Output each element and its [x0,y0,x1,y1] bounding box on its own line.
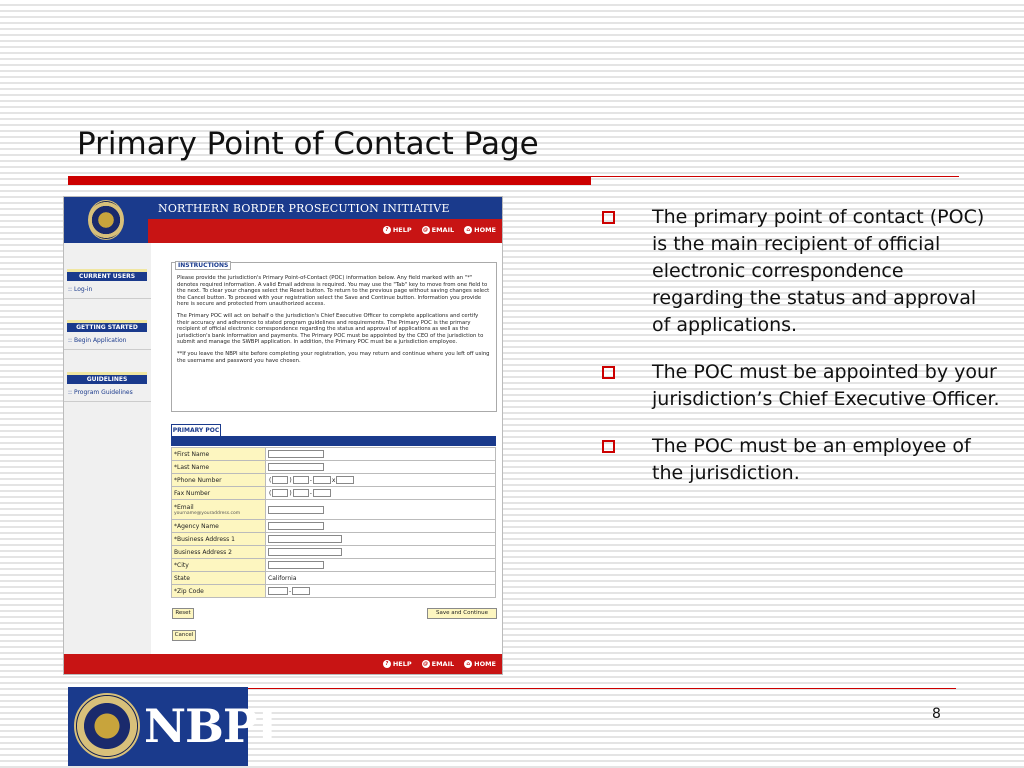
sidebar-item-program-guidelines[interactable]: :: Program Guidelines [68,389,133,396]
fax-prefix-field[interactable] [293,489,309,497]
zip-code-field[interactable] [268,587,288,595]
footer-rule [248,688,956,689]
phone-paren-close: ) [289,476,292,484]
form-row [172,487,496,500]
doj-seal-icon [88,200,124,240]
instructions-box [171,262,497,412]
page-number: 8 [932,706,941,722]
zip-dash: - [289,587,292,595]
slide-title: Primary Point of Contact Page [77,126,539,162]
sidebar-head-current-users: CURRENT USERS [67,269,147,281]
business-address-2-label: Business Address 2 [172,546,266,559]
form-row [172,448,496,461]
bullet-text: The POC must be appointed by your jurisdiction’s Chief Executive Officer. [652,361,1000,410]
logo-text: NBPI [144,699,278,753]
sidebar-head-getting-started: GETTING STARTED [67,320,147,332]
phone-line-field[interactable] [313,476,331,484]
form-row [172,533,496,546]
fax-paren-open: ( [269,489,272,497]
email-hint: yourname@youraddress.com [174,510,241,516]
email-label [172,500,266,520]
form-row [172,546,496,559]
home-link[interactable]: ⌂ HOME [464,226,496,234]
last-name-field[interactable] [268,463,324,471]
instructions-paragraph: **If you leave the NBPI site before completing your registration, you may return and continue where you left off using the username and password you have chosen. [177,350,490,364]
state-label: State [172,572,266,585]
instructions-paragraph: The Primary POC will act on behalf o the jurisdiction's Chief Executive Officer to complete applications and certify their accuracy and adherence to stated program guidelines and requirements. The Primary POC is the primary recipient of official electronic correspondence regarding the status and approval of applications as well as the jurisdiction's bank information and payments. The Primary POC must be appointed by the CEO of the jurisdiction to submit and manage the SWBPI application. In addition, the Primary POC must be a jurisdiction employee. [177,312,484,346]
title-rule [68,176,591,185]
first-name-field[interactable] [268,450,324,458]
business-address-1-label: *Business Address 1 [172,533,266,546]
instructions-tag: INSTRUCTIONS [175,261,231,270]
fax-dash: - [309,489,312,497]
sidebar-item-login[interactable]: :: Log-in [68,286,93,293]
sidebar-divider [64,401,151,402]
bullet-text: The POC must be an employee of the jurisdiction. [652,435,971,484]
help-icon: ? [383,226,391,234]
sidebar-divider [64,349,151,350]
form-row [172,585,496,598]
city-label: *City [172,559,266,572]
site-footer-left [64,654,151,675]
bullet-item [600,433,1000,487]
home-icon: ⌂ [464,226,472,234]
instructions-paragraph: Please provide the jurisdiction's Primary Point-of-Contact (POC) information below. Any field marked with an "*" denotes required information. A valid Email address is required. You may use the "Tab" key to move from one field to the next. To clear your changes select the Reset button. To return to the previous page without saving changes select the Cancel button. To proceed with your registration select the Save and Continue button. Information you provide here is secure and protected from unauthorized access. [177,275,490,308]
phone-ext-label: x [331,476,336,484]
business-address-2-field[interactable] [268,548,342,556]
email-field[interactable] [268,506,324,514]
reset-button[interactable]: Reset [172,608,194,619]
square-bullet-icon [602,366,615,379]
agency-name-field[interactable] [268,522,324,530]
bullet-list [600,204,1000,507]
form-row [172,572,496,585]
phone-paren-open: ( [269,476,272,484]
help-link[interactable]: ? HELP [383,226,412,234]
fax-paren-close: ) [289,489,292,497]
phone-area-field[interactable] [272,476,288,484]
city-field[interactable] [268,561,324,569]
email-icon: @ [423,227,429,233]
email-link[interactable]: @ EMAIL [423,226,455,234]
save-and-continue-button[interactable]: Save and Continue [427,608,497,619]
zip-plus4-field[interactable] [292,587,310,595]
phone-prefix-field[interactable] [293,476,309,484]
form-header-bar [171,436,496,446]
agency-name-label: *Agency Name [172,520,266,533]
last-name-label: *Last Name [172,461,266,474]
top-nav [383,226,496,234]
form-row [172,559,496,572]
email-label-text: *Email [174,503,194,511]
footer-email-link[interactable]: @ EMAIL [423,660,455,668]
cancel-button[interactable]: Cancel [172,630,196,641]
screenshot-panel [63,196,503,675]
square-bullet-icon [602,440,615,453]
fax-line-field[interactable] [313,489,331,497]
bullet-item [600,204,1000,339]
sidebar [64,243,151,654]
tab-primary-poc[interactable]: PRIMARY POC [171,424,221,436]
poc-form [171,447,496,598]
state-value: California [266,572,496,585]
zip-code-label: *Zip Code [172,585,266,598]
home-icon: ⌂ [464,660,472,668]
form-row [172,500,496,520]
doj-seal-icon [74,693,140,759]
square-bullet-icon [602,211,615,224]
fax-area-field[interactable] [272,489,288,497]
footer-home-link[interactable]: ⌂ HOME [464,660,496,668]
sidebar-item-begin-application[interactable]: :: Begin Application [68,337,127,344]
phone-ext-field[interactable] [336,476,354,484]
bullet-item [600,359,1000,413]
form-row [172,520,496,533]
business-address-1-field[interactable] [268,535,342,543]
footer-nav [383,660,496,668]
footer-help-link[interactable]: ? HELP [383,660,412,668]
nbpi-logo [68,687,278,766]
fax-number-label: Fax Number [172,487,266,500]
bullet-text: The primary point of contact (POC) is the main recipient of official electronic correspondence regarding the status and approval of applications. [652,206,985,336]
first-name-label: *First Name [172,448,266,461]
site-title: NORTHERN BORDER PROSECUTION INITIATIVE [158,202,450,215]
email-icon: @ [423,661,429,667]
sidebar-head-guidelines: GUIDELINES [67,372,147,384]
sidebar-divider [64,298,151,299]
phone-dash: - [309,476,312,484]
title-rule-thin [591,176,959,177]
form-row [172,461,496,474]
help-icon: ? [383,660,391,668]
seal-box [64,197,148,243]
phone-number-label: *Phone Number [172,474,266,487]
form-row [172,474,496,487]
